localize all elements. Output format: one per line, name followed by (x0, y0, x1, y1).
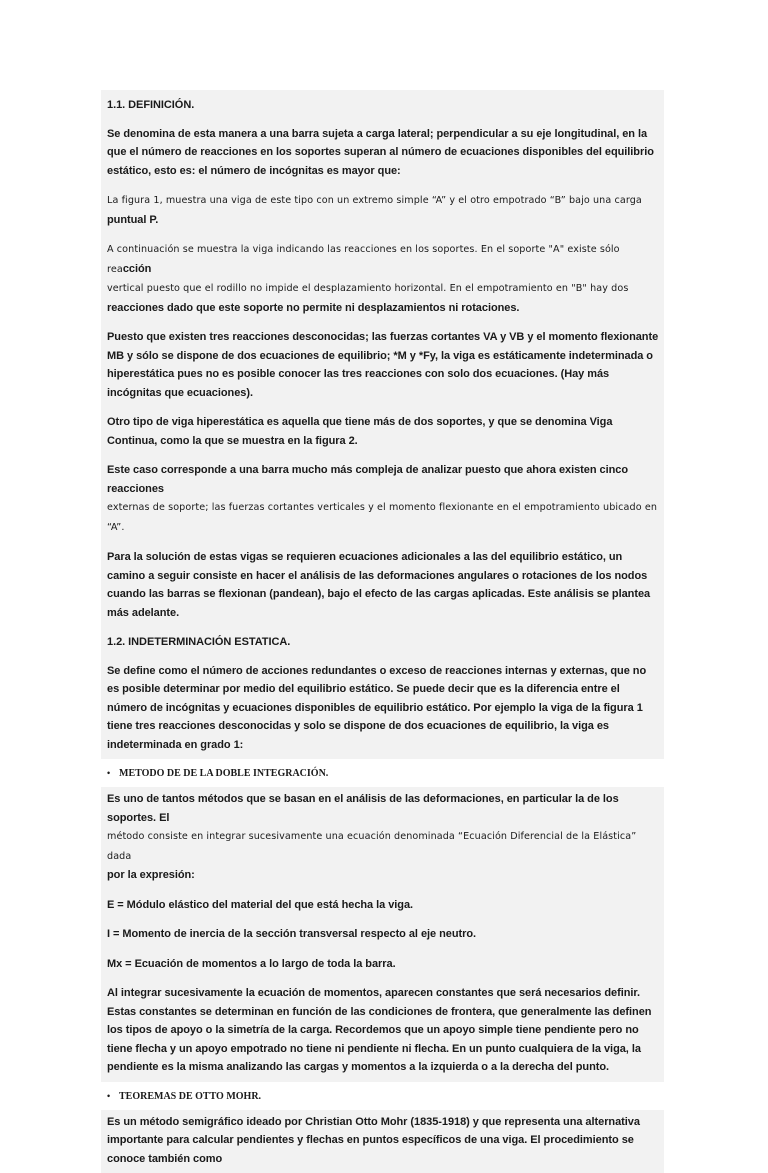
paragraph-constantes: Al integrar sucesivamente la ecuación de momentos, aparecen constantes que será necesarios definir. Estas constantes se determinan en función de las condiciones de frontera, que generalmente las definen los tipos de apoyo o la simetría de la carga. Recordemos que un apoyo simple tiene pendiente pero no tiene flecha y un apoyo empotrado no tiene ni pendiente ni flecha. En un punto cualquiera de la viga, la pendiente es la misma analizando las cargas y momentos a la izquierda o a la derecha del punto. (101, 978, 664, 1082)
paragraph-reacciones-text-a: A continuación se muestra la viga indicando las reacciones en los soportes. En el soporte "A" existe sólo rea (107, 244, 620, 275)
paragraph-reacciones-text-b: cción (123, 263, 151, 275)
paragraph-indeterminacion: Se define como el número de acciones redundantes o exceso de reacciones internas y externas, que no es posible determinar por medio del equilibrio estático. Se puede decir que es la diferencia entre el número de incógnitas y ecuaciones disponibles de equilibrio estático. Por ejemplo la viga de la figura 1 tiene tres reacciones desconocidas y solo se dispone de dos ecuaciones de equilibrio, la viga es indeterminada en grado 1: (101, 662, 664, 760)
paragraph-doble-integracion-a: Es uno de tantos métodos que se basan en el análisis de las deformaciones, en particular la de los soportes. El (107, 793, 619, 824)
paragraph-tres-reacciones: Puesto que existen tres reacciones desconocidas; las fuerzas cortantes VA y VB y el momento flexionante MB y sólo se dispone de dos ecuaciones de equilibrio; *M y *Fy, la viga es estáticamente indeterminada o hiperestática pues no es posible conocer las tres reacciones con solo dos ecuaciones. (Hay más incógnitas que ecuaciones). (101, 322, 664, 407)
section-heading-definicion: 1.1. DEFINICIÓN. (101, 90, 664, 125)
paragraph-reacciones (101, 234, 664, 322)
paragraph-viga-continua: Otro tipo de viga hiperestática es aquella que tiene más de dos soportes, y que se denomina Viga Continua, como la que se muestra en la figura 2. (101, 407, 664, 455)
paragraph-cinco-reacciones (101, 455, 664, 542)
paragraph-figura-1-end: puntual P. (107, 214, 158, 226)
bullet-doble-integracion (101, 759, 664, 787)
paragraph-doble-integracion (101, 787, 664, 890)
paragraph-otto-mohr: Es un método semigráfico ideado por Christian Otto Mohr (1835-1918) y que representa una alternativa importante para calcular pendientes y flechas en puntos específicos de una viga. El procedimiento se conoce también como (101, 1110, 664, 1173)
bullet-icon: • (107, 766, 119, 780)
section-heading-indeterminacion: 1.2. INDETERMINACIÓN ESTATICA. (101, 627, 664, 662)
definition-e: E = Módulo elástico del material del que está hecha la viga. (101, 890, 664, 920)
paragraph-ecuaciones-adicionales: Para la solución de estas vigas se requieren ecuaciones adicionales a las del equilibrio estático, un camino a seguir consiste en hacer el análisis de las deformaciones angulares o rotaciones de los nodos cuando las barras se flexionan (pandean), bajo el efecto de las cargas aplicadas. Este análisis se plantea más adelante. (101, 542, 664, 627)
bullet-otto-mohr (101, 1082, 664, 1110)
paragraph-doble-integracion-b: método consiste en integrar sucesivamente una ecuación denominada “Ecuación Diferencial de la Elástica” dada (107, 831, 636, 862)
paragraph-figura-1 (101, 185, 664, 234)
paragraph-reacciones-text-d: reacciones dado que este soporte no permite ni desplazamientos ni rotaciones. (107, 302, 519, 314)
definition-mx: Mx = Ecuación de momentos a lo largo de toda la barra. (101, 949, 664, 979)
paragraph-cinco-reacciones-a: Este caso corresponde a una barra mucho más compleja de analizar puesto que ahora existen cinco reacciones (107, 464, 628, 495)
definition-i: I = Momento de inercia de la sección transversal respecto al eje neutro. (101, 919, 664, 949)
paragraph-definicion: Se denomina de esta manera a una barra sujeta a carga lateral; perpendicular a su eje longitudinal, en la que el número de reacciones en los soportes superan al número de ecuaciones disponibles del equilibrio estático, esto es: el número de incógnitas es mayor que: (101, 125, 664, 186)
paragraph-cinco-reacciones-b: externas de soporte; las fuerzas cortantes verticales y el momento flexionante en el empotramiento ubicado en “A”. (107, 502, 657, 533)
paragraph-reacciones-text-c: vertical puesto que el rodillo no impide el desplazamiento horizontal. En el empotramiento en "B" hay dos (107, 283, 628, 294)
paragraph-doble-integracion-c: por la expresión: (107, 869, 195, 881)
bullet-icon: • (107, 1089, 119, 1103)
document-content (101, 90, 664, 1173)
bullet-otto-mohr-label: TEOREMAS DE OTTO MOHR. (119, 1091, 261, 1102)
bullet-doble-integracion-label: METODO DE DE LA DOBLE INTEGRACIÓN. (119, 768, 328, 779)
paragraph-figura-1-text: La figura 1, muestra una viga de este tipo con un extremo simple “A” y el otro empotrado “B” bajo una carga (107, 195, 642, 206)
